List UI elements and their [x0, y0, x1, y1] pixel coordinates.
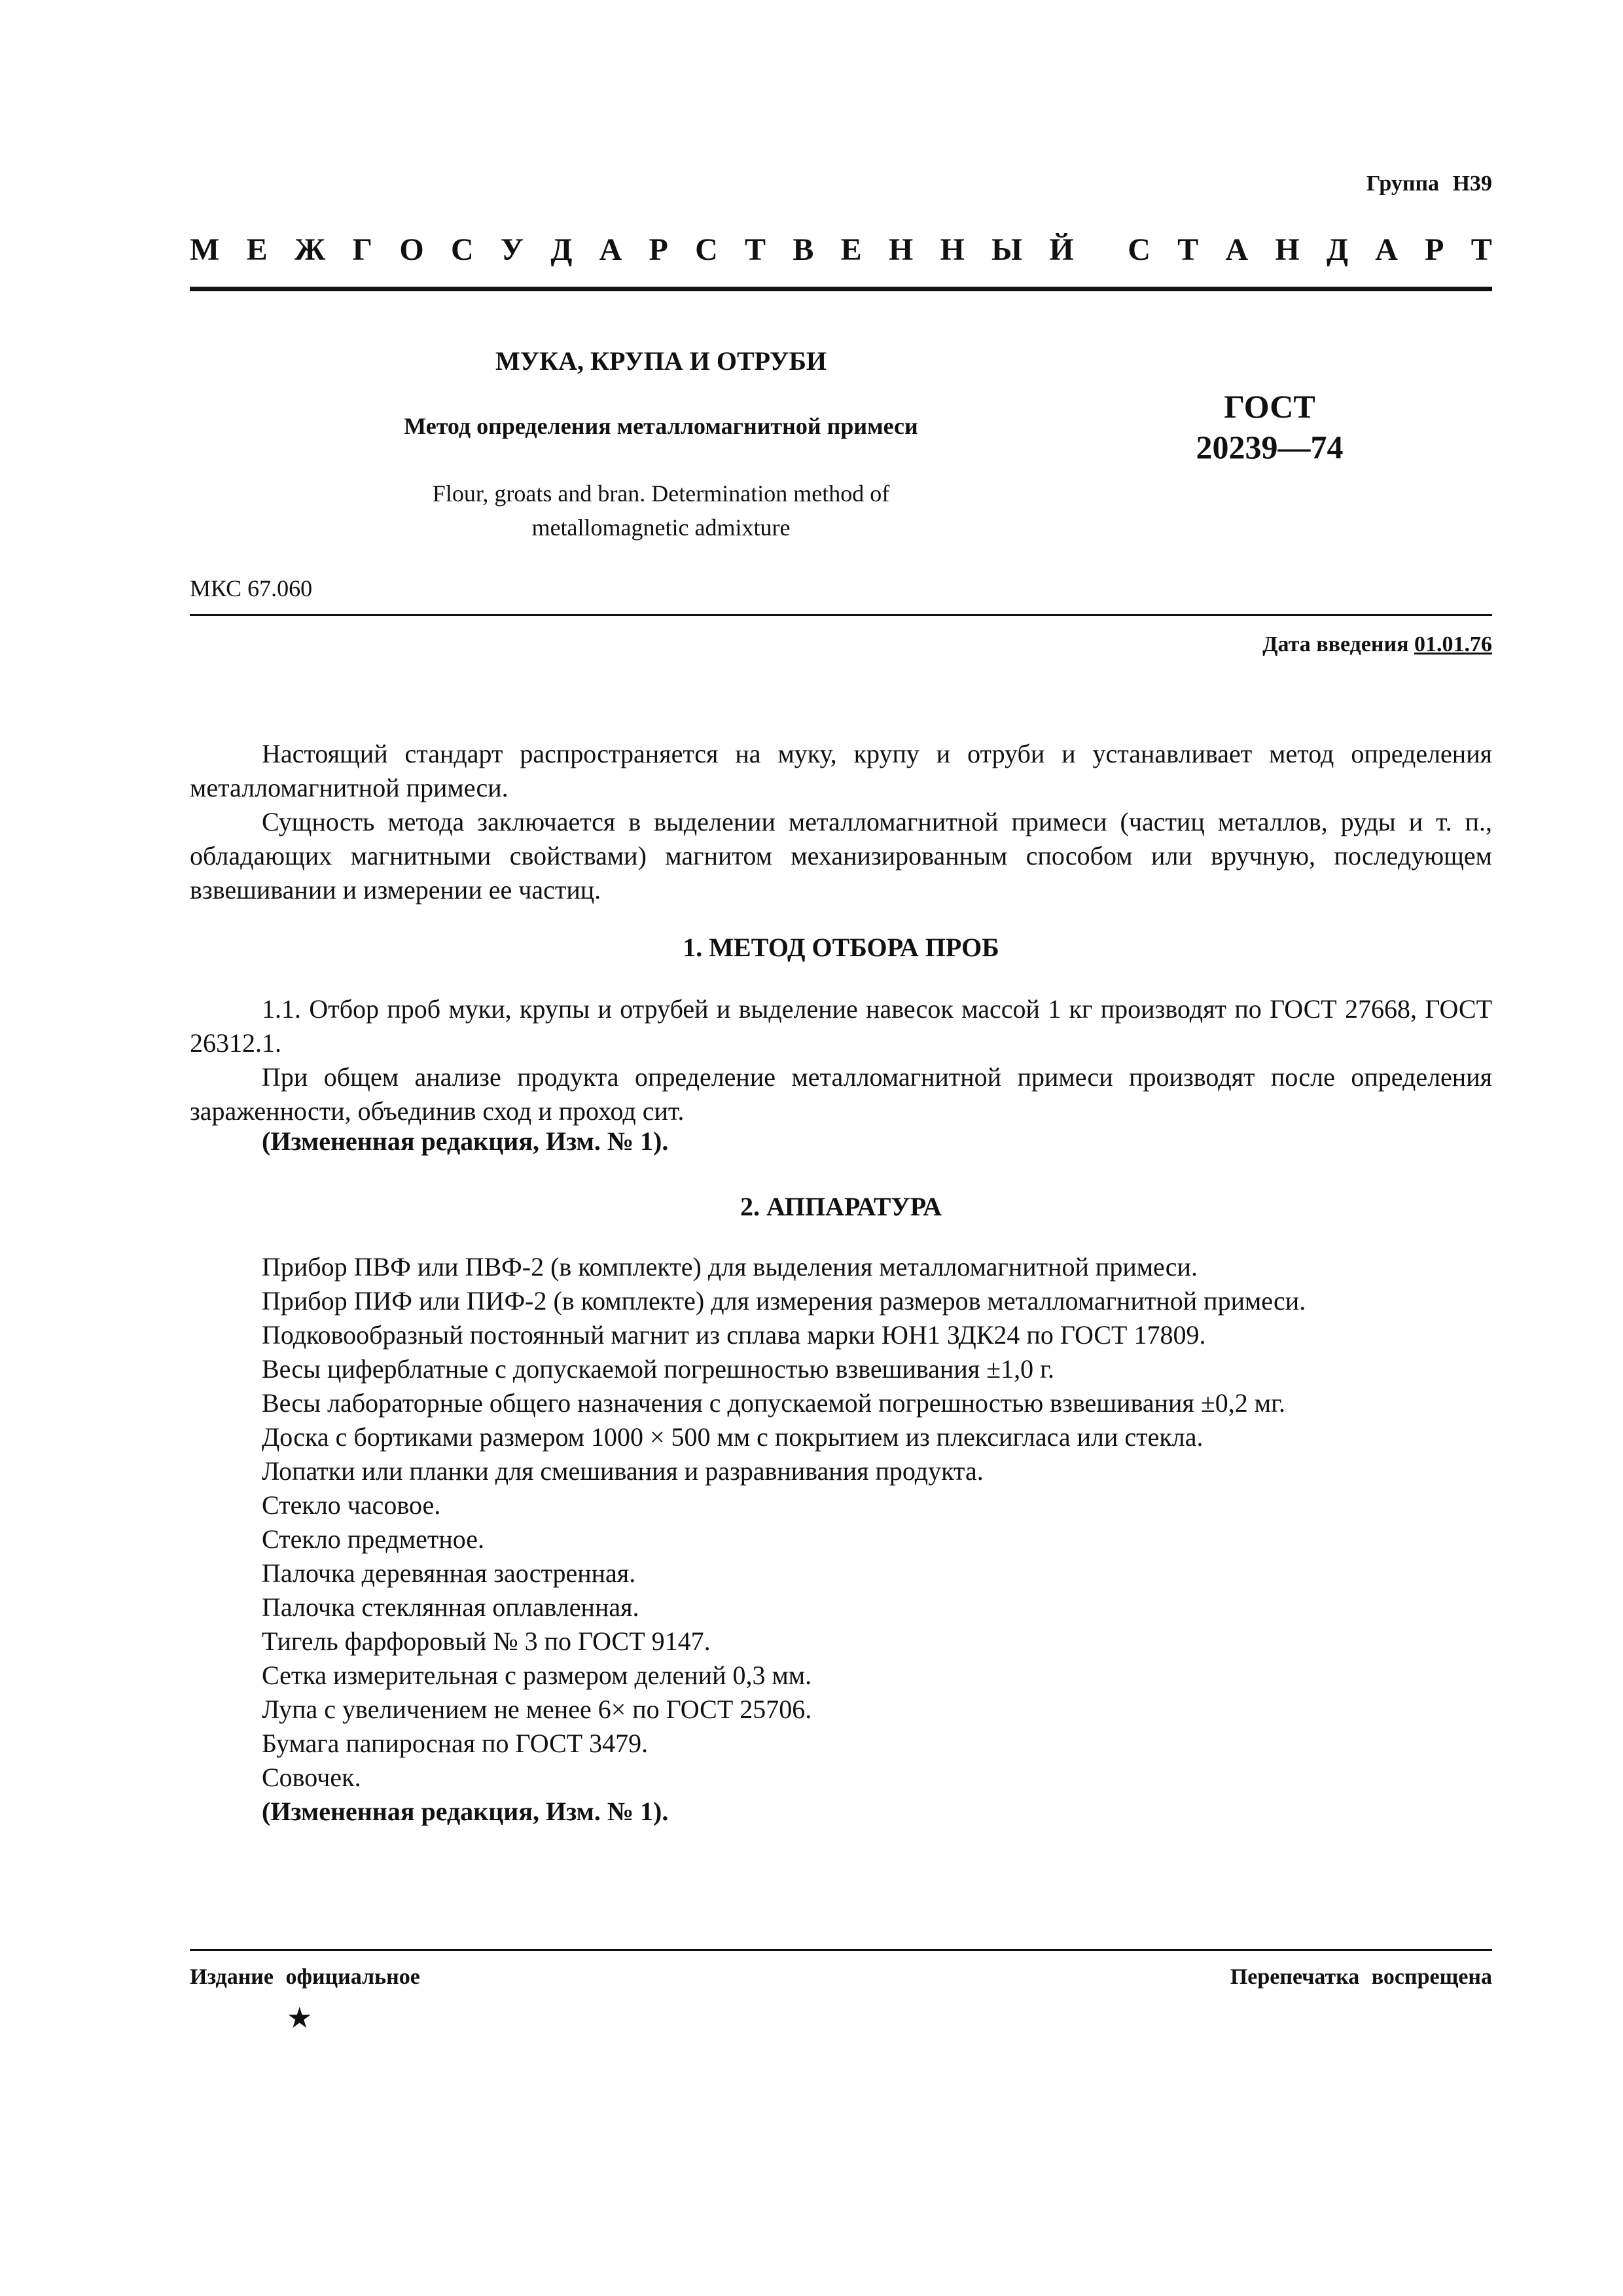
heading-letter: Н	[888, 232, 914, 267]
heading-letter: О	[399, 232, 424, 267]
star-icon: ★	[287, 2001, 313, 2035]
equipment-item: Лупа с увеличением не менее 6× по ГОСТ 25706.	[262, 1695, 812, 1724]
heading-letter: В	[793, 232, 814, 267]
english-title-line: Flour, groats and bran. Determination method of	[432, 480, 890, 507]
amendment-note: (Измененная редакция, Изм. № 1).	[262, 1797, 669, 1826]
heading-letter: Г	[352, 232, 373, 267]
equipment-item: Стекло предметное.	[262, 1524, 484, 1554]
english-title-line: metallomagnetic admixture	[531, 514, 791, 541]
gost-designation	[1113, 386, 1427, 467]
heading-letter: Т	[1177, 232, 1199, 267]
official-edition-label: Издание официальное	[190, 1965, 420, 1989]
heading-letter: С	[1128, 232, 1150, 267]
equipment-list	[262, 1250, 1306, 1829]
reprint-prohibited-label: Перепечатка воспрещена	[1230, 1965, 1492, 1989]
section-title: 1. МЕТОД ОТБОРА ПРОБ	[683, 933, 999, 962]
equipment-item: Лопатки или планки для смешивания и разравнивания продукта.	[262, 1456, 984, 1486]
heading-letter: Ж	[294, 232, 326, 267]
equipment-item: Прибор ПИФ или ПИФ-2 (в комплекте) для измерения размеров металломагнитной примеси.	[262, 1286, 1306, 1316]
section-title: 2. АППАРАТУРА	[740, 1192, 942, 1221]
introduction-date-label: Дата введения	[1262, 632, 1409, 656]
introduction-date	[1262, 632, 1492, 657]
amendment-note: (Измененная редакция, Изм. № 1).	[262, 1126, 669, 1156]
heading-letter: Н	[1275, 232, 1300, 267]
heading-letter: Т	[745, 232, 766, 267]
mks-code: МКС 67.060	[190, 575, 313, 601]
equipment-item: Подковообразный постоянный магнит из сплава марки ЮН1 ЗДК24 по ГОСТ 17809.	[262, 1320, 1206, 1350]
gost-label: ГОСТ	[1224, 388, 1315, 425]
heading-letter: Й	[1049, 232, 1074, 267]
heading-letter: У	[500, 232, 524, 267]
heading-letter: А	[1375, 232, 1398, 267]
equipment-item: Весы циферблатные с допускаемой погрешностью взвешивания ±1,0 г.	[262, 1354, 1055, 1384]
equipment-item: Бумага папиросная по ГОСТ 3479.	[262, 1729, 649, 1758]
equipment-item: Палочка стеклянная оплавленная.	[262, 1592, 639, 1622]
equipment-item: Стекло часовое.	[262, 1490, 441, 1520]
heading-letter: Д	[550, 232, 573, 267]
heading-letter: С	[450, 232, 474, 267]
english-title	[190, 476, 1132, 545]
mks-rule	[190, 614, 1492, 616]
group-label: Группа Н39	[1366, 171, 1492, 196]
heading-letter: Е	[840, 232, 862, 267]
heading-letter: Т	[1471, 232, 1492, 267]
equipment-item: Совочек.	[262, 1763, 361, 1792]
equipment-item: Доска с бортиками размером 1000 × 500 мм с покрытием из плексигласа или стекла.	[262, 1422, 1204, 1452]
heading-letter: Д	[1326, 232, 1348, 267]
section-1-text	[190, 992, 1492, 1128]
introduction-date-value: 01.01.76	[1414, 632, 1492, 656]
heading-letter: С	[695, 232, 718, 267]
heading-letter: М	[190, 232, 220, 267]
section-paragraph: 1.1. Отбор проб муки, крупы и отрубей и выделение навесок массой 1 кг производят по ГОСТ 27668, ГОСТ 26312.1.	[190, 994, 1492, 1058]
equipment-item: Прибор ПВФ или ПВФ-2 (в комплекте) для выделения металломагнитной примеси.	[262, 1252, 1198, 1282]
heading-letter: Ы	[991, 232, 1023, 267]
heading-letter: Р	[1425, 232, 1444, 267]
intro-text	[190, 737, 1492, 907]
heading-letter: А	[599, 232, 622, 267]
interstate-standard-heading	[190, 230, 1492, 270]
intro-paragraph: Настоящий стандарт распространяется на муку, крупу и отруби и устанавливает метод определения металломагнитной примеси.	[190, 739, 1492, 802]
equipment-item: Тигель фарфоровый № 3 по ГОСТ 9147.	[262, 1626, 711, 1656]
document-subtitle: Метод определения металломагнитной примеси	[404, 413, 918, 439]
equipment-item: Весы лабораторные общего назначения с допускаемой погрешностью взвешивания ±0,2 мг.	[262, 1388, 1285, 1418]
equipment-item: Палочка деревянная заостренная.	[262, 1558, 636, 1588]
heading-letter: Н	[940, 232, 965, 267]
footer-rule	[190, 1949, 1492, 1951]
heading-letter: А	[1225, 232, 1249, 267]
header-rule	[190, 287, 1492, 291]
intro-paragraph: Сущность метода заключается в выделении металломагнитной примеси (частиц металлов, руды и т. п., обладающих магнитными свойствами) магнитом механизированным способом или вручную, последующем взвешивании и измерении ее частиц.	[190, 807, 1492, 905]
gost-number: 20239—74	[1196, 429, 1344, 465]
document-title: МУКА, КРУПА И ОТРУБИ	[495, 346, 827, 376]
section-paragraph: При общем анализе продукта определение металломагнитной примеси производят после определения зараженности, объединив сход и проход сит.	[190, 1062, 1492, 1126]
equipment-item: Сетка измерительная с размером делений 0,3 мм.	[262, 1660, 812, 1690]
heading-letter: Е	[246, 232, 268, 267]
heading-letter: Р	[649, 232, 668, 267]
